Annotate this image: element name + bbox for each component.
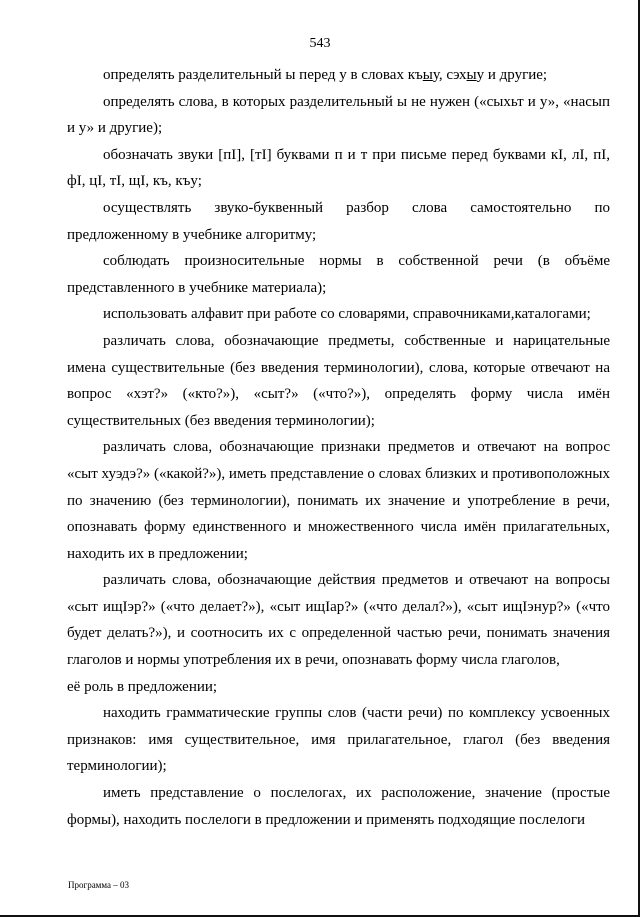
paragraph: её роль в предложении; xyxy=(67,678,218,695)
paragraph: использовать алфавит при работе со словарями, справочниками,каталогами; xyxy=(103,306,591,323)
paragraph: определять слова, в которых разделительный ы не нужен («сыхьт и у», «насып и у» и другие); xyxy=(67,93,610,137)
paragraph: различать слова, обозначающие признаки предметов и отвечают на вопрос «сыт хуэдэ?» («какой?»), иметь представление о словах близких и противоположных по значению (без терминологии), понимать их значение и употребление в речи, опознавать форму единственного и множественного числа имён прилагательных, находить их в предложении; xyxy=(67,439,610,562)
paragraph: соблюдать произносительные нормы в собственной речи (в объёме представленного в учебнике материала); xyxy=(67,253,610,296)
paragraph: различать слова, обозначающие действия предметов и отвечают на вопросы «сыт ищIэр?» («что делает?»), «сыт ищIар?» («что делал?»), «сыт ищIэнур?» («что будет делать?»), и соотносить их с определенной частью речи, понимать значения глаголов и нормы употребления их в речи, опознавать форму числа глаголов, xyxy=(67,572,610,669)
footer-label: Программа – 03 xyxy=(68,880,130,890)
paragraph: определять разделительный ы перед у в словах къыу, сэхыу и другие; xyxy=(103,67,548,83)
paragraph: находить грамматические группы слов (части речи) по комплексу усвоенных признаков: имя существительное, имя прилагательное, глагол (без введения терминологии); xyxy=(67,705,610,775)
paragraph: осуществлять звуко-буквенный разбор слова самостоятельно по предложенному в учебнике алгоритму; xyxy=(67,199,610,243)
paragraph: различать слова, обозначающие предметы, собственные и нарицательные имена существительные (без введения терминологии), слова, которые отвечают на вопрос «хэт?» («кто?»), «сыт?» («что?»), определять форму числа имён существительных (без введения терминологии); xyxy=(67,332,610,429)
paragraph: обозначать звуки [пI], [тI] буквами п и т при письме перед буквами кI, лI, пI, фI, цI, тI, щI, къ, къу; xyxy=(67,146,610,190)
document-body xyxy=(67,62,610,833)
page-number: 543 xyxy=(309,36,331,51)
paragraph: иметь представление о послелогах, их расположение, значение (простые формы), находить послелоги в предложении и применять подходящие послелоги xyxy=(67,785,610,828)
